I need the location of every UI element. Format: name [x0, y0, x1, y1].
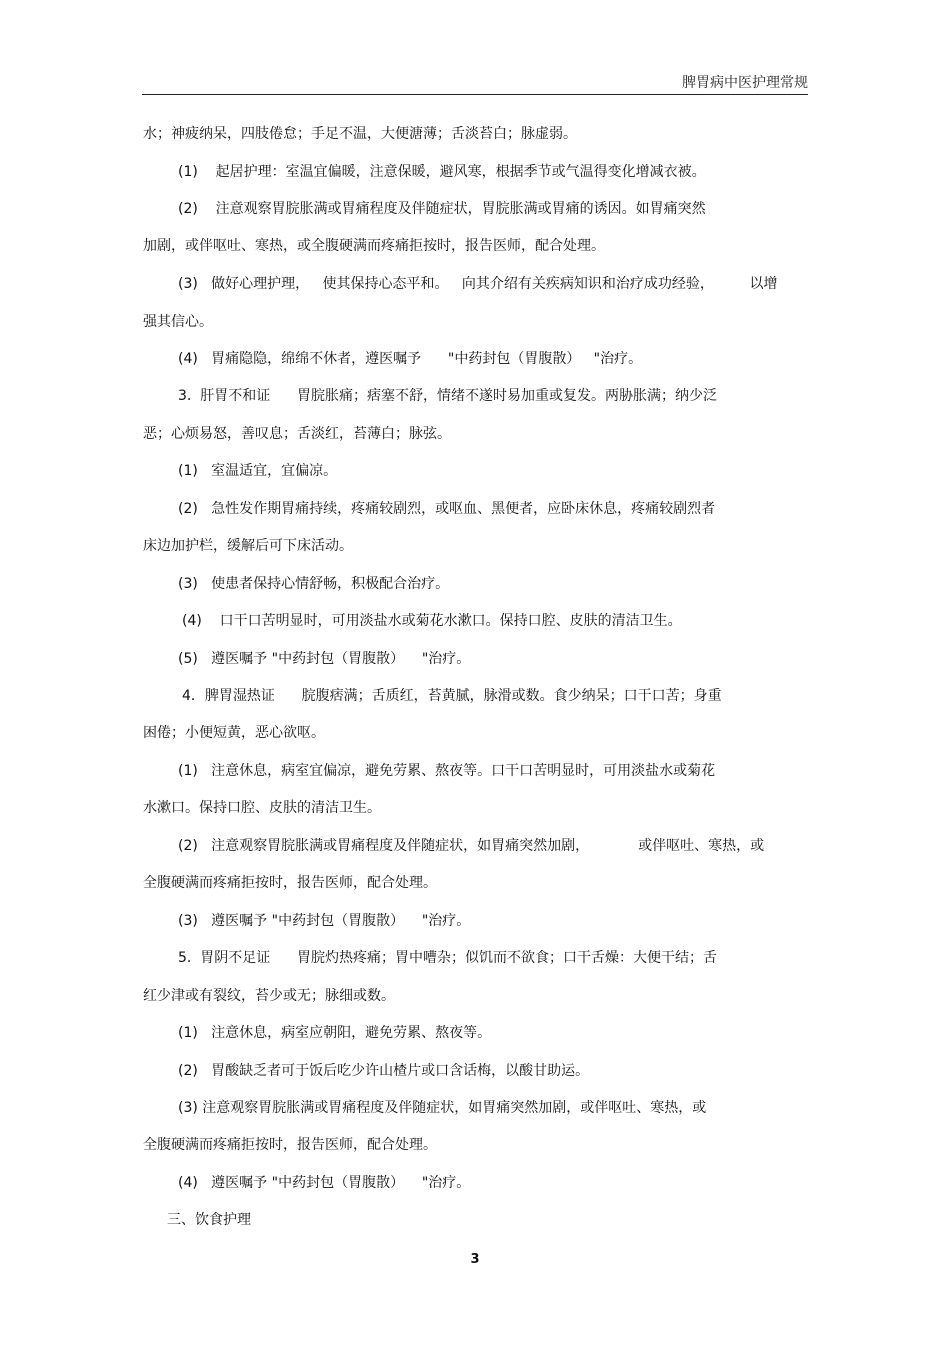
body-line: 全腹硬满而疼痛拒按时，报告医师，配合处理。 [143, 875, 437, 891]
body-line: 恶；心烦易怒，善叹息；舌淡红，苔薄白；脉弦。 [143, 426, 451, 442]
body-line: (4) 口干口苦明显时，可用淡盐水或菊花水漱口。保持口腔、皮肤的清洁卫生。 [182, 613, 682, 629]
body-line: (1) 注意休息，病室宜偏凉，避免劳累、熬夜等。口干口苦明显时，可用淡盐水或菊花 [178, 763, 716, 779]
body-line: (5) 遵医嘱予 "中药封包（胃腹散） "治疗。 [178, 651, 471, 667]
body-line: (1) 注意休息，病室应朝阳，避免劳累、熬夜等。 [178, 1025, 492, 1041]
body-line: (1) 室温适宜，宜偏凉。 [178, 463, 338, 479]
page-number: 3 [470, 1252, 480, 1267]
body-line: 强其信心。 [143, 314, 213, 330]
body-line: (3) 遵医嘱予 "中药封包（胃腹散） "治疗。 [178, 913, 471, 929]
running-header-title: 脾胃病中医护理常规 [682, 75, 808, 91]
body-line: 加剧，或伴呕吐、寒热，或全腹硬满而疼痛拒按时，报告医师，配合处理。 [143, 238, 605, 254]
body-line: 水；神疲纳呆，四肢倦怠；手足不温，大便溏薄；舌淡苔白；脉虚弱。 [143, 126, 577, 142]
body-line: (3) 使患者保持心情舒畅，积极配合治疗。 [178, 576, 450, 592]
body-line: 床边加护栏，缓解后可下床活动。 [143, 538, 353, 554]
body-line: (4) 遵医嘱予 "中药封包（胃腹散） "治疗。 [178, 1175, 471, 1191]
body-line: 红少津或有裂纹，苔少或无；脉细或数。 [143, 988, 395, 1004]
body-line: 困倦；小便短黄，恶心欲呕。 [143, 725, 325, 741]
section-heading-line: 4．脾胃湿热证 脘腹痞满；舌质红，苔黄腻，脉滑或数。食少纳呆；口干口苦；身重 [182, 688, 722, 704]
body-line: (4) 胃痛隐隐，绵绵不休者，遵医嘱予 "中药封包（胃腹散） "治疗。 [178, 351, 643, 367]
body-line: (3) 注意观察胃脘胀满或胃痛程度及伴随症状，如胃痛突然加剧，或伴呕吐、寒热，或 [178, 1100, 707, 1116]
header-rule [142, 94, 808, 95]
section-heading-line: 3. 肝胃不和证 胃脘胀痛；痞塞不舒，情绪不遂时易加重或复发。两胁胀满；纳少泛 [178, 388, 717, 404]
body-line: (2) 注意观察胃脘胀满或胃痛程度及伴随症状，胃脘胀满或胃痛的诱因。如胃痛突然 [178, 201, 706, 217]
body-line: 水漱口。保持口腔、皮肤的清洁卫生。 [143, 800, 381, 816]
section-heading-line: 5. 胃阴不足证 胃脘灼热疼痛；胃中嘈杂；似饥而不欲食；口干舌燥：大便干结；舌 [178, 950, 717, 966]
section-heading-line: 三、饮食护理 [167, 1212, 251, 1228]
body-line: 全腹硬满而疼痛拒按时，报告医师，配合处理。 [143, 1137, 437, 1153]
body-line: (2) 急性发作期胃痛持续，疼痛较剧烈，或呕血、黑便者，应卧床休息，疼痛较剧烈者 [178, 501, 716, 517]
body-line: (2) 胃酸缺乏者可于饭后吃少许山楂片或口含话梅，以酸甘助运。 [178, 1063, 590, 1079]
body-line: (3) 做好心理护理， 使其保持心态平和。 向其介绍有关疾病知识和治疗成功经验， 以增 [178, 276, 778, 292]
body-line: (2) 注意观察胃脘胀满或胃痛程度及伴随症状，如胃痛突然加剧， 或伴呕吐、寒热，或 [178, 838, 765, 854]
body-line: (1) 起居护理：室温宜偏暖，注意保暖，避风寒，根据季节或气温得变化增减衣被。 [178, 164, 706, 180]
